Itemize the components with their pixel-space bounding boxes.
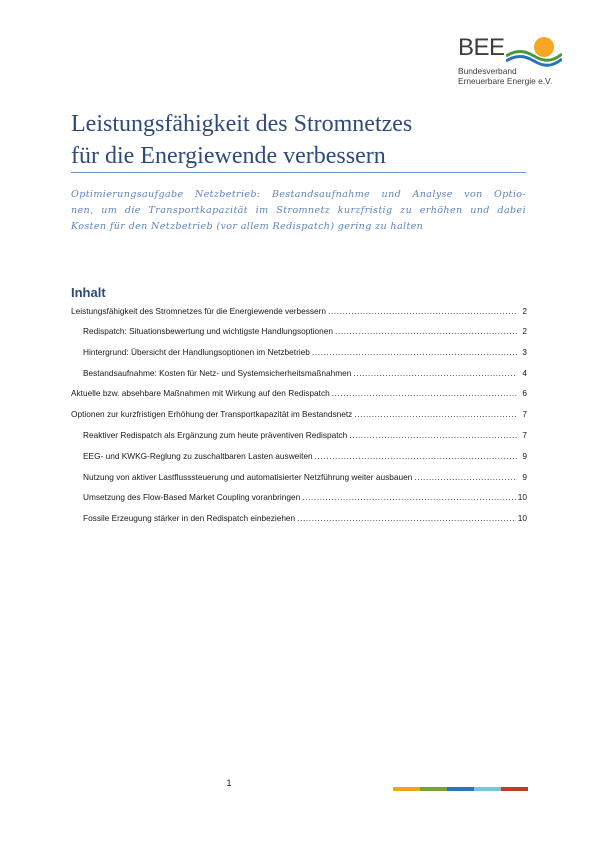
toc-entry-page: 2 [522,326,527,336]
toc-entry-page: 6 [522,388,527,399]
subtitle-line-2: nen, um die Transportkapazität im Stromnetz kurzfristig zu erhöhen und dabei [71,205,526,216]
color-bar-segment [393,787,420,791]
toc-dot-leader [335,321,517,342]
title-divider [71,172,526,173]
footer-color-bar [393,787,528,791]
toc-entry[interactable] [71,363,527,384]
toc-entry-title: Bestandsaufnahme: Kosten für Netz- und Systemsicherheitsmaßnahmen [83,367,352,378]
toc-entry-title: Redispatch: Situationsbewertung und wichtigste Handlungsoptionen [83,326,333,336]
toc-entry-title: Reaktiver Redispatch als Ergänzung zum heute präventiven Redispatch [83,429,348,440]
toc-entry-title: Aktuelle bzw. absehbare Maßnahmen mit Wirkung auf den Redispatch [71,388,330,399]
bee-logo [456,34,566,94]
color-bar-segment [501,787,528,791]
toc-entry-page: 10 [517,513,527,524]
toc-dot-leader [315,446,517,467]
toc-entry-page: 9 [522,471,527,482]
toc-entry[interactable] [71,508,527,529]
toc-dot-leader [354,404,517,425]
toc-entry-page: 10 [517,492,527,503]
logo-line-1: Bundesverband [458,66,517,76]
toc-entry-page: 7 [522,429,527,440]
toc-entry[interactable] [71,342,527,363]
page-number: 1 [226,778,232,788]
toc-entry-title: Hintergrund: Übersicht der Handlungsoptionen im Netzbetrieb [83,346,310,357]
color-bar-segment [447,787,474,791]
document-title [71,108,541,172]
toc-dot-leader [312,342,517,363]
toc-entry[interactable] [71,467,527,488]
toc-entry-page: 9 [522,450,527,461]
toc-entry-title: Nutzung von aktiver Lastflusssteuerung und automatisierter Netzführung weiter ausbauen [83,471,413,482]
toc-entry[interactable] [71,321,527,342]
toc-entry[interactable] [71,383,527,404]
logo-line-2: Erneuerbare Energie e.V. [458,76,553,86]
table-of-contents [71,302,527,529]
title-line-1: Leistungsfähigkeit des Stromnetzes [71,111,413,137]
toc-entry-page: 2 [522,306,527,316]
color-bar-segment [474,787,501,791]
toc-entry[interactable] [71,446,527,467]
toc-dot-leader [328,302,517,321]
toc-entry[interactable] [71,302,527,321]
document-subtitle [71,187,526,235]
sun-wave-logo-icon [506,36,562,68]
toc-entry-title: Fossile Erzeugung stärker in den Redispatch einbeziehen [83,513,296,524]
toc-dot-leader [332,383,517,404]
toc-heading: Inhalt [71,285,106,300]
toc-entry[interactable] [71,487,527,508]
toc-dot-leader [353,363,517,384]
subtitle-line-1: Optimierungsaufgabe Netzbetrieb: Bestandsaufnahme und Analyse von Optio- [71,189,526,200]
logo-wordmark: BEE [458,34,505,61]
logo-sun-icon [534,37,554,57]
toc-dot-leader [297,508,516,529]
toc-dot-leader [414,467,517,488]
toc-entry-title: Optionen zur kurzfristigen Erhöhung der Transportkapazität im Bestandsnetz [71,409,353,420]
subtitle-line-3: Kosten für den Netzbetrieb (vor allem Redispatch) gering zu halten [71,221,424,232]
toc-entry-title: EEG- und KWKG-Reglung zu zuschaltbaren Lasten ausweiten [83,450,313,461]
toc-entry-title: Umsetzung des Flow-Based Market Coupling voranbringen [83,492,301,503]
toc-entry-page: 7 [522,409,527,420]
toc-dot-leader [302,487,516,508]
color-bar-segment [420,787,447,791]
toc-entry-page: 3 [522,346,527,357]
title-line-2: für die Energiewende verbessern [71,143,386,169]
toc-entry-title: Leistungsfähigkeit des Stromnetzes für die Energiewende verbessern [71,306,327,316]
toc-entry[interactable] [71,404,527,425]
toc-entry-page: 4 [522,367,527,378]
toc-dot-leader [349,425,517,446]
toc-entry[interactable] [71,425,527,446]
